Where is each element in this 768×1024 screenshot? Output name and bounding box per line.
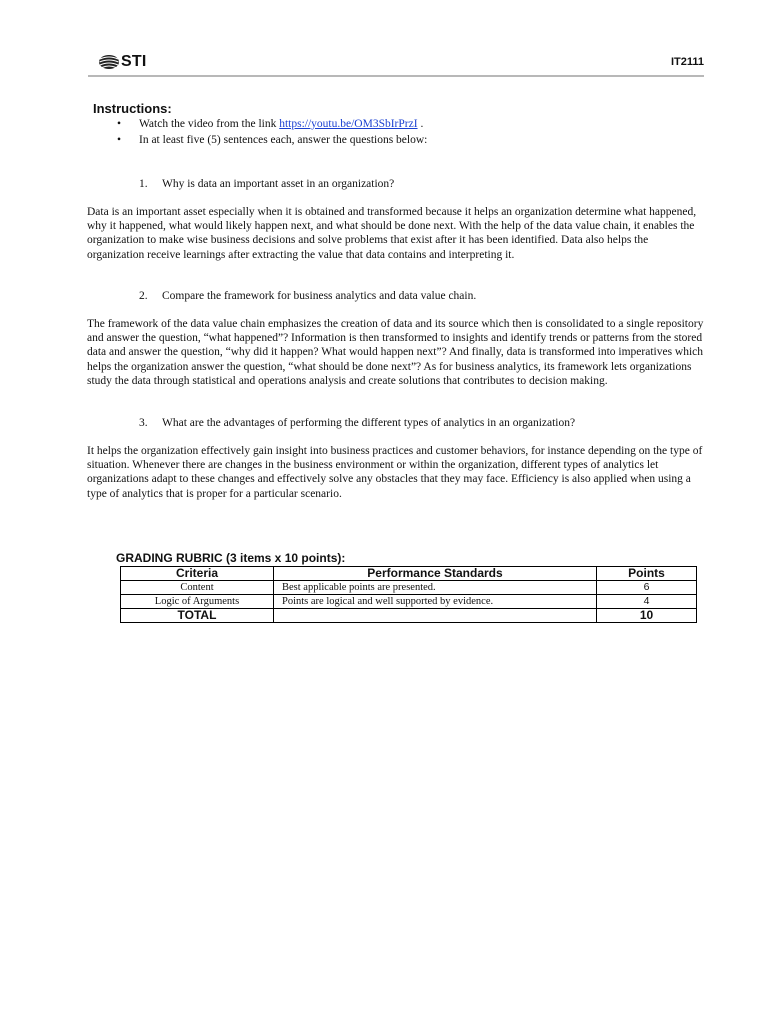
list-item: [117, 116, 427, 132]
instruction-suffix: .: [417, 118, 424, 130]
instruction-text: In at least five (5) sentences each, answer the questions below:: [139, 134, 428, 146]
total-label: TOTAL: [121, 609, 274, 623]
header-criteria: Criteria: [121, 567, 274, 581]
instructions-list: [117, 116, 427, 148]
answer-3: It helps the organization effectively gain insight into business practices and customer behaviors, for instance depending on the type of situation. Whenever there are changes in the business environment or within the organization, different types of analytics let organizations adapt to these changes and effectively solve any obstacles that they may face. Efficiency is also applied when using a type of analytics that is proper for a particular scenario.: [87, 445, 703, 500]
question-number: 1.: [139, 178, 148, 190]
total-points: 10: [597, 609, 697, 623]
grading-rubric-table: [120, 566, 697, 623]
header-points: Points: [597, 567, 697, 581]
points-cell: 4: [597, 595, 697, 609]
logo-text: STI: [121, 53, 147, 70]
question-text: Why is data an important asset in an organization?: [162, 178, 395, 190]
video-link[interactable]: https://youtu.be/OM3SbIrPrzI: [279, 118, 418, 130]
globe-icon: [98, 54, 120, 70]
criteria-cell: Content: [121, 581, 274, 595]
table-header-row: [121, 567, 697, 581]
question-text: What are the advantages of performing the different types of analytics in an organization?: [162, 417, 576, 429]
question-number: 3.: [139, 417, 148, 429]
criteria-cell: Logic of Arguments: [121, 595, 274, 609]
total-standard-cell: [274, 609, 597, 623]
points-cell: 6: [597, 581, 697, 595]
total-row: [121, 609, 697, 623]
bullet-icon: •: [117, 134, 122, 146]
question-text: Compare the framework for business analytics and data value chain.: [162, 290, 477, 302]
standard-cell: Points are logical and well supported by evidence.: [274, 595, 597, 609]
sti-logo: [98, 51, 147, 73]
bullet-icon: •: [117, 118, 122, 130]
table-row: [121, 595, 697, 609]
instruction-text: Watch the video from the link: [139, 118, 280, 130]
instructions-title: Instructions:: [93, 101, 172, 116]
header-divider: [88, 75, 704, 77]
answer-2: The framework of the data value chain emphasizes the creation of data and its source which then is consolidated to a single repository and answer the question, “what happened”? Information is then transformed to insights and identify trends or patterns from the stored data and answer the question, “why did it happen? What would happen next”? And finally, data is transformed into imperatives which helps the organization answer the question, “what should be done next”? As for business analytics, its framework lets organizations study the data through statistical and operations analysis and create solutions that contributes to decision making.: [87, 318, 704, 387]
question-number: 2.: [139, 290, 148, 302]
list-item: [117, 132, 427, 148]
standard-cell: Best applicable points are presented.: [274, 581, 597, 595]
answer-1: Data is an important asset especially when it is obtained and transformed because it helps an organization determine what happened, why it happened, what would likely happen next, and what should be done next. With the help of the data value chain, it enables the organization to make wise business decisions and solve problems that exist after it has been identified. Data also helps the organization receive learnings after extracting the value that data contains and interpreting it.: [87, 206, 697, 261]
header-performance-standards: Performance Standards: [274, 567, 597, 581]
question-1: [139, 177, 394, 191]
question-2: [139, 289, 476, 303]
course-code: IT2111: [670, 56, 704, 68]
rubric-title: GRADING RUBRIC (3 items x 10 points):: [116, 551, 346, 565]
question-3: [139, 416, 575, 430]
table-row: [121, 581, 697, 595]
